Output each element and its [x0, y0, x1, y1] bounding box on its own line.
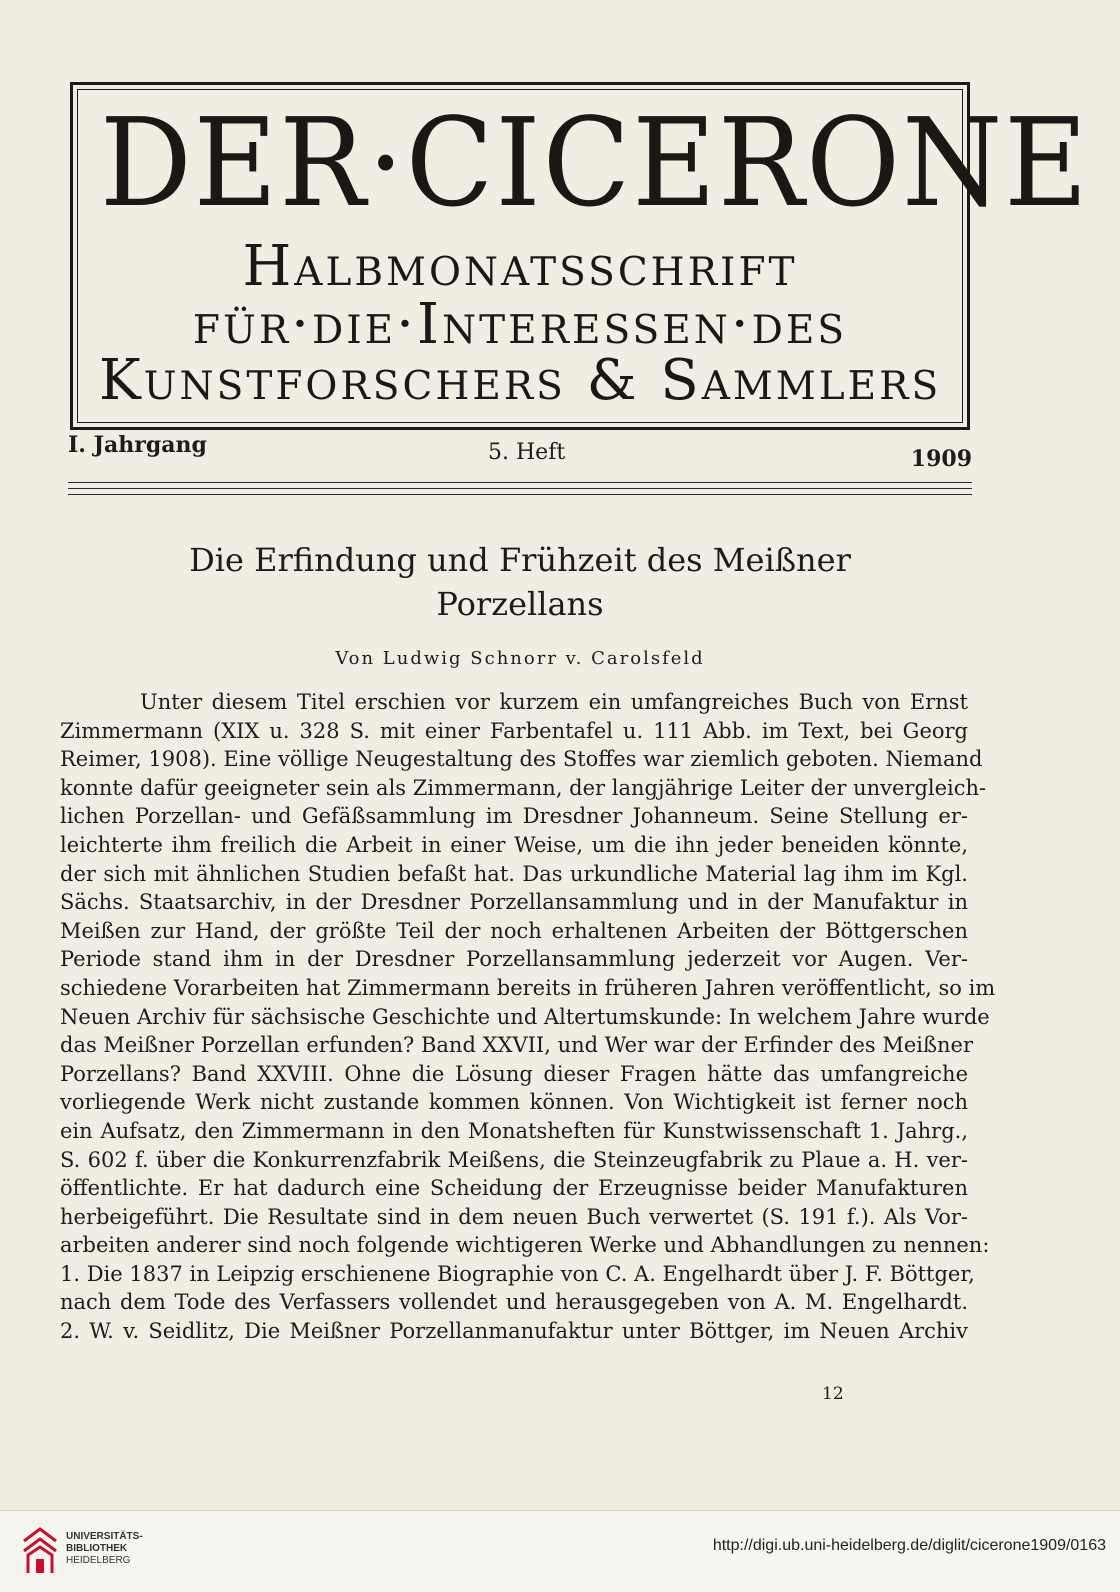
- body-line: Sächs. Staatsarchiv, in der Dresdner Porzellansammlung und in der Manufaktur in: [60, 890, 968, 915]
- issue-year: 1909: [910, 446, 972, 472]
- permalink-url[interactable]: http://digi.ub.uni-heidelberg.de/diglit/cicerone1909/0163: [712, 1537, 1106, 1554]
- article-body: [60, 688, 996, 1346]
- body-line: nach dem Tode des Verfassers vollendet und herausgegeben von A. M. Engelhardt.: [60, 1290, 968, 1315]
- ub-heidelberg-logo-icon[interactable]: [20, 1525, 60, 1577]
- body-line: Periode stand ihm in der Dresdner Porzellansammlung jederzeit vor Augen. Ver-: [60, 947, 968, 972]
- body-line: Zimmermann (XIX u. 328 S. mit einer Farbentafel u. 111 Abb. im Text, bei Georg: [60, 718, 968, 743]
- issue-info: [68, 432, 972, 472]
- body-line: leichterte ihm freilich die Arbeit in einer Weise, um die ihn jeder beneiden könnte,: [60, 832, 968, 857]
- body-line: konnte dafür geeigneter sein als Zimmermann, der langjährige Leiter der unvergleich-: [60, 775, 987, 800]
- article-byline: Von Ludwig Schnorr v. Carolsfeld: [335, 648, 705, 669]
- body-line: 2. W. v. Seidlitz, Die Meißner Porzellanmanufaktur unter Böttger, im Neuen Archiv: [60, 1319, 968, 1344]
- body-line: herbeigeführt. Die Resultate sind in dem neuen Buch verwertet (S. 191 f.). Als Vor-: [60, 1204, 968, 1229]
- library-name: [66, 1531, 143, 1567]
- body-line: öffentlichte. Er hat dadurch eine Scheidung der Erzeugnisse beider Manufakturen: [60, 1176, 968, 1201]
- body-line: 1. Die 1837 in Leipzig erschienene Biographie von C. A. Engelhardt über J. F. Böttger,: [60, 1261, 975, 1286]
- body-line: Meißen zur Hand, der größte Teil der noch erhaltenen Arbeiten der Böttgerschen: [60, 918, 968, 943]
- masthead-subtitle-1: Halbmonatsschrift: [242, 234, 798, 299]
- article-title: Die Erfindung und Frühzeit des Meißner Porzellans: [189, 541, 851, 623]
- page-number: 12: [822, 1384, 844, 1404]
- masthead-title: DER·CICERONE: [99, 92, 1090, 234]
- library-name-line: UNIVERSITÄTS-: [66, 1531, 143, 1542]
- header-rule: [68, 482, 972, 483]
- library-name-line: BIBLIOTHEK: [66, 1543, 128, 1554]
- header-rule: [68, 494, 972, 495]
- masthead: [70, 82, 1090, 430]
- body-line: Porzellans? Band XXVIII. Ohne die Lösung dieser Fragen hätte das umfangreiche: [60, 1061, 968, 1086]
- body-line: Neuen Archiv für sächsische Geschichte und Altertumskunde: In welchem Jahre wurde: [60, 1004, 990, 1029]
- masthead-subtitle-2: für·die·Interessen·des: [192, 292, 848, 357]
- issue-volume: I. Jahrgang: [68, 432, 207, 458]
- body-line: vorliegende Werk nicht zustande kommen können. Von Wichtigkeit ist ferner noch: [60, 1090, 968, 1115]
- body-line: lichen Porzellan- und Gefäßsammlung im Dresdner Johanneum. Seine Stellung er-: [60, 804, 968, 829]
- body-line: Unter diesem Titel erschien vor kurzem ein umfangreiches Buch von Ernst: [140, 690, 968, 714]
- body-line: das Meißner Porzellan erfunden? Band XXVII, und Wer war der Erfinder des Meißner: [60, 1033, 974, 1058]
- issue-number: 5. Heft: [488, 440, 566, 465]
- body-line: ein Aufsatz, den Zimmermann in den Monatsheften für Kunstwissenschaft 1. Jahrg.,: [60, 1118, 968, 1143]
- body-line: der sich mit ähnlichen Studien befaßt hat. Das urkundliche Material lag ihm im Kgl.: [60, 861, 968, 886]
- viewer-footer: [0, 1510, 1120, 1592]
- body-line: arbeiten anderer sind noch folgende wichtigeren Werke und Abhandlungen zu nennen:: [60, 1233, 990, 1258]
- body-line: S. 602 f. über die Konkurrenzfabrik Meißens, die Steinzeugfabrik zu Plaue a. H. ver-: [60, 1147, 968, 1172]
- body-line: Reimer, 1908). Eine völlige Neugestaltung des Stoffes war ziemlich geboten. Niemand: [60, 747, 983, 772]
- header-rule: [68, 488, 972, 489]
- body-line: schiedene Vorarbeiten hat Zimmermann bereits in früheren Jahren veröffentlicht, so im: [60, 975, 996, 1000]
- masthead-subtitle-3: Kunstforschers & Sammlers: [98, 348, 942, 413]
- library-name-line: HEIDELBERG: [66, 1555, 131, 1566]
